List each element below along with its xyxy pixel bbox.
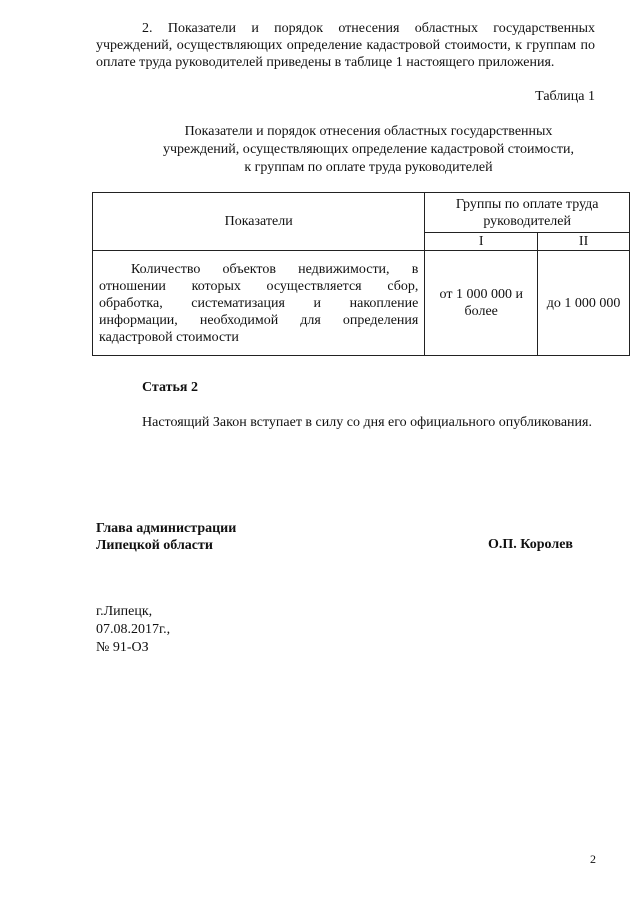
signature-title: [96, 520, 236, 554]
page-number: 2: [590, 852, 596, 866]
table-number: Таблица 1: [535, 89, 595, 104]
table-caption: [96, 123, 640, 177]
law-number: № 91-ОЗ: [96, 640, 149, 655]
article-text: Настоящий Закон вступает в силу со дня его официального опубликования.: [142, 415, 592, 430]
header-indicator: Показатели: [93, 193, 425, 251]
header-groups: Группы по оплате труда руководителей: [425, 193, 630, 233]
group-2-cell: до 1 000 000: [538, 251, 630, 356]
group-1-cell: от 1 000 000 и более: [425, 251, 538, 356]
signature-title-line: Липецкой области: [96, 538, 213, 553]
intro-paragraph: 2. Показатели и порядок отнесения областных государственных учреждений, осуществляющих определение кадастровой стоимости, к группам по оплате труда руководителей приведены в таблице 1 настоящего приложения.: [96, 21, 595, 70]
place-date-block: [96, 603, 170, 657]
table-row: [93, 251, 630, 356]
indicator-cell: Количество объектов недвижимости, в отношении которых осуществляется сбор, обработка, систематизация и накопление информации, необходимой для определения кадастровой стоимости: [93, 251, 425, 356]
caption-line: к группам по оплате труда руководителей: [244, 160, 493, 175]
article-heading: Статья 2: [142, 380, 198, 395]
groups-table: [92, 192, 630, 356]
caption-line: Показатели и порядок отнесения областных государственных: [184, 124, 553, 139]
signature-name: О.П. Королев: [488, 537, 573, 552]
header-group-1: I: [425, 233, 538, 251]
caption-line: учреждений, осуществляющих определение кадастровой стоимости,: [163, 142, 574, 157]
signature-title-line: Глава администрации: [96, 521, 237, 536]
header-group-2: II: [538, 233, 630, 251]
city: г.Липецк,: [96, 604, 153, 619]
date: 07.08.2017г.,: [96, 622, 171, 637]
